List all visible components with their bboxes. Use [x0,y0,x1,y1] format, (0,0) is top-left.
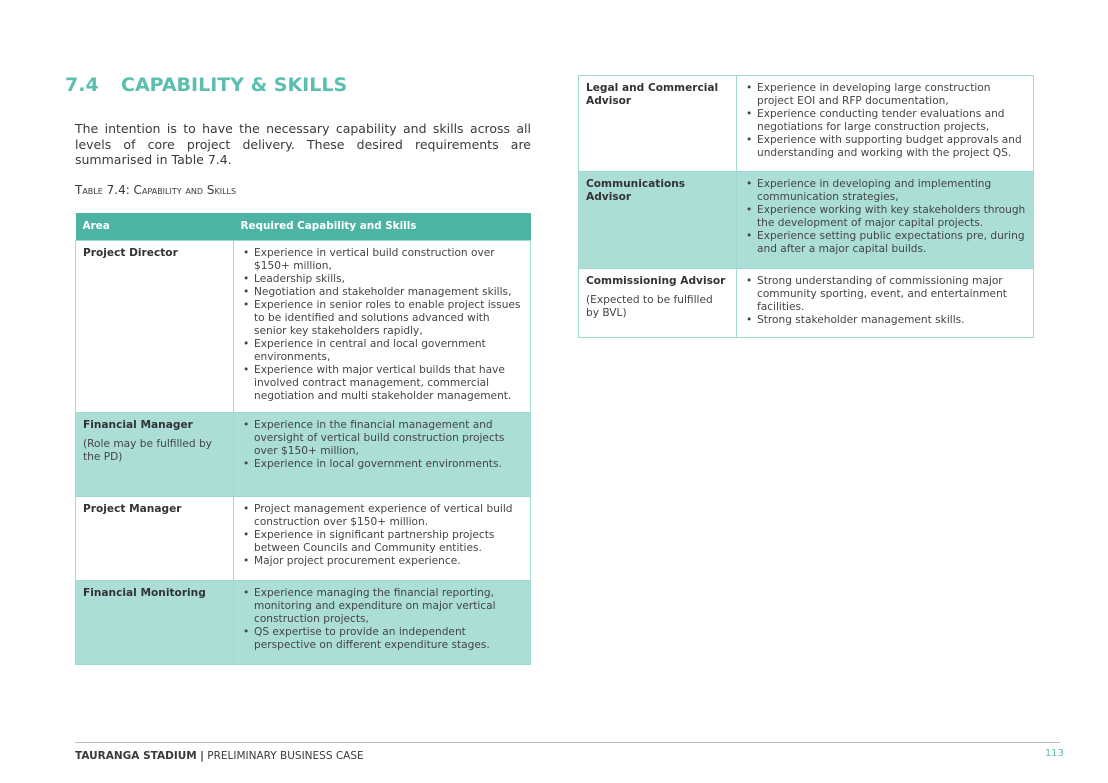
skill-item: • Experience in developing large construction project EOI and RFP documentation, [757,82,1026,108]
area-name: Legal and Commercial Advisor [586,82,719,107]
table-header-row [76,213,531,241]
table-row [579,76,1034,172]
skills-list [241,419,523,471]
footer-separator: | [200,750,204,762]
skill-item: • Experience in local government environments. [254,458,523,471]
area-note: (Expected to be fulfilled by BVL) [586,294,713,319]
capability-table [75,213,531,665]
skills-cell [737,172,1034,269]
table-caption: Table 7.4: Capability and Skills [75,183,237,197]
table-row [579,172,1034,269]
section-heading [65,74,347,96]
section-title: CAPABILITY & SKILLS [121,74,348,96]
skill-item: • Experience in vertical build construction over $150+ million, [254,247,523,273]
area-name: Project Manager [83,503,182,515]
skill-item: • Strong stakeholder management skills. [757,314,1026,327]
skill-item: • Experience in senior roles to enable project issues to be identified and solutions advanced with senior key stakeholders rapidly, [254,299,523,338]
area-name: Financial Monitoring [83,587,206,599]
skills-cell [234,581,531,665]
skill-item: • Experience in the financial management and oversight of vertical build construction projects over $150+ million, [254,419,523,458]
page-number: 113 [1044,748,1064,759]
area-name: Project Director [83,247,178,259]
skill-item: • Leadership skills, [254,273,523,286]
skills-cell [737,76,1034,172]
area-cell [579,269,737,338]
area-cell [76,497,234,581]
skill-item: • Strong understanding of commissioning major community sporting, event, and entertainment facilities. [757,275,1026,314]
intro-paragraph: The intention is to have the necessary capability and skills across all levels of core project delivery. These desired requirements are summarised in Table 7.4. [75,121,531,167]
table-row [76,241,531,413]
area-name: Commissioning Advisor [586,275,726,287]
header-skills: Required Capability and Skills [234,213,531,241]
skills-list [744,275,1026,327]
skill-item: • Experience with supporting budget approvals and understanding and working with the project QS. [757,134,1026,160]
table-row [76,413,531,497]
footer-subtitle: PRELIMINARY BUSINESS CASE [207,750,364,762]
skill-item: • Major project procurement experience. [254,555,523,568]
skills-cell [737,269,1034,338]
skills-list [241,247,523,403]
skill-item: • Project management experience of vertical build construction over $150+ million. [254,503,523,529]
skill-item: • Experience working with key stakeholders through the development of major capital projects. [757,204,1026,230]
area-cell [76,581,234,665]
area-cell [76,413,234,497]
skill-item: • Experience in significant partnership projects between Councils and Community entities. [254,529,523,555]
skill-item: • Experience conducting tender evaluations and negotiations for large construction projects, [757,108,1026,134]
footer-title: TAURANGA STADIUM [75,750,197,762]
footer-divider [75,742,1060,743]
skill-item: • Negotiation and stakeholder management skills, [254,286,523,299]
skills-list [744,178,1026,256]
capability-table-continued [578,75,1034,338]
footer [75,750,364,762]
skill-item: • Experience with major vertical builds that have involved contract management, commercial negotiation and multi stakeholder management. [254,364,523,403]
skills-list [744,82,1026,160]
skill-item: • Experience in developing and implementing communication strategies, [757,178,1026,204]
area-note: (Role may be fulfilled by the PD) [83,438,212,463]
skill-item: • Experience setting public expectations pre, during and after a major capital builds. [757,230,1026,256]
skills-cell [234,413,531,497]
skill-item: • Experience in central and local government environments, [254,338,523,364]
area-name: Communications Advisor [586,178,686,203]
header-area: Area [76,213,234,241]
section-number: 7.4 [65,74,99,96]
area-cell [76,241,234,413]
skills-list [241,503,523,568]
skills-cell [234,241,531,413]
area-cell [579,76,737,172]
table-row [76,581,531,665]
area-name: Financial Manager [83,419,193,431]
skill-item: • QS expertise to provide an independent perspective on different expenditure stages. [254,626,523,652]
table-row [76,497,531,581]
area-cell [579,172,737,269]
skills-cell [234,497,531,581]
table-row [579,269,1034,338]
skills-list [241,587,523,652]
skill-item: • Experience managing the financial reporting, monitoring and expenditure on major vertical construction projects, [254,587,523,626]
